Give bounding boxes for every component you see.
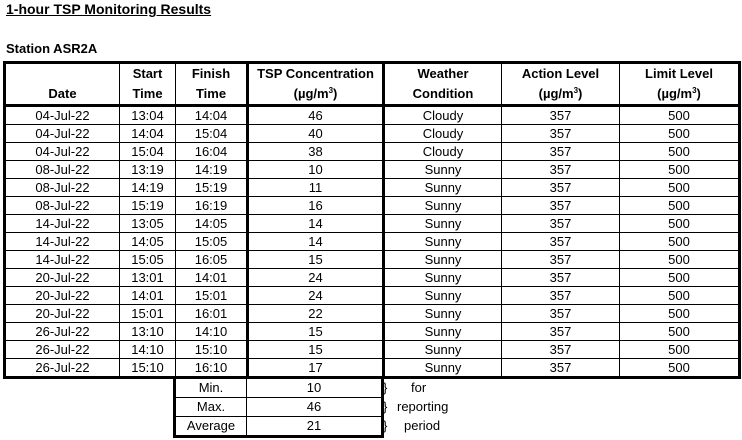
limit-level-cell: 500 [620, 305, 740, 323]
weather-cell: Sunny [384, 341, 502, 359]
col-header-date: Date [5, 63, 120, 106]
action-level-cell: 357 [502, 143, 620, 161]
station-label: Station ASR2A [6, 41, 98, 56]
finish-time-cell: 15:01 [176, 287, 248, 305]
summary-value: 21 [247, 417, 383, 437]
start-time-cell: 14:01 [120, 287, 176, 305]
col-header-limit-level: Limit Level $(\mu g/m^3)$ [620, 63, 740, 106]
weather-cell: Sunny [384, 359, 502, 378]
note-line: period [404, 418, 441, 433]
brace-icon: } [383, 418, 388, 433]
tsp-cell: 14 [248, 233, 384, 251]
summary-table [173, 378, 384, 438]
table-row [5, 359, 740, 378]
summary-label: Min. [175, 379, 247, 398]
date-cell: 08-Jul-22 [5, 179, 120, 197]
tsp-cell: 17 [248, 359, 384, 378]
weather-cell: Sunny [384, 323, 502, 341]
table-row [5, 233, 740, 251]
start-time-cell: 14:05 [120, 233, 176, 251]
limit-level-cell: 500 [620, 197, 740, 215]
tsp-cell: 15 [248, 341, 384, 359]
start-time-cell: 14:19 [120, 179, 176, 197]
col-header-weather: Weather Condition [384, 63, 502, 106]
start-time-cell: 14:10 [120, 341, 176, 359]
table-row [5, 323, 740, 341]
note-line: reporting [397, 399, 449, 414]
action-level-cell: 357 [502, 341, 620, 359]
date-cell: 04-Jul-22 [5, 125, 120, 143]
limit-level-cell: 500 [620, 233, 740, 251]
action-level-cell: 357 [502, 269, 620, 287]
start-time-cell: 13:04 [120, 106, 176, 125]
date-cell: 26-Jul-22 [5, 323, 120, 341]
tsp-cell: 24 [248, 287, 384, 305]
finish-time-cell: 14:05 [176, 215, 248, 233]
date-cell: 26-Jul-22 [5, 341, 120, 359]
finish-time-cell: 14:19 [176, 161, 248, 179]
start-time-cell: 15:19 [120, 197, 176, 215]
date-cell: 08-Jul-22 [5, 161, 120, 179]
finish-time-cell: 14:04 [176, 106, 248, 125]
tsp-cell: 15 [248, 323, 384, 341]
summary-row-max [175, 398, 383, 417]
finish-time-cell: 16:01 [176, 305, 248, 323]
table-row [5, 125, 740, 143]
table-row [5, 179, 740, 197]
weather-cell: Sunny [384, 251, 502, 269]
tsp-cell: 22 [248, 305, 384, 323]
table-row [5, 143, 740, 161]
weather-cell: Sunny [384, 269, 502, 287]
col-header-action-level: Action Level $(\mu g/m^3)$ [502, 63, 620, 106]
weather-cell: Sunny [384, 287, 502, 305]
finish-time-cell: 14:10 [176, 323, 248, 341]
finish-time-cell: 16:19 [176, 197, 248, 215]
brace-icon: } [383, 399, 388, 414]
limit-level-cell: 500 [620, 359, 740, 378]
finish-time-cell: 14:01 [176, 269, 248, 287]
table-row [5, 106, 740, 125]
start-time-cell: 13:19 [120, 161, 176, 179]
limit-level-cell: 500 [620, 251, 740, 269]
weather-cell: Sunny [384, 179, 502, 197]
summary-row-min [175, 379, 383, 398]
col-header-finish-time: Finish Time [176, 63, 248, 106]
date-cell: 20-Jul-22 [5, 269, 120, 287]
action-level-cell: 357 [502, 233, 620, 251]
summary-row-average [175, 417, 383, 437]
tsp-cell: 40 [248, 125, 384, 143]
start-time-cell: 13:05 [120, 215, 176, 233]
date-cell: 04-Jul-22 [5, 143, 120, 161]
action-level-cell: 357 [502, 106, 620, 125]
table-row [5, 197, 740, 215]
action-level-cell: 357 [502, 251, 620, 269]
date-cell: 14-Jul-22 [5, 215, 120, 233]
limit-level-cell: 500 [620, 269, 740, 287]
finish-time-cell: 15:19 [176, 179, 248, 197]
table-header-row [5, 63, 740, 106]
date-cell: 20-Jul-22 [5, 305, 120, 323]
finish-time-cell: 15:05 [176, 233, 248, 251]
limit-level-cell: 500 [620, 161, 740, 179]
finish-time-cell: 16:04 [176, 143, 248, 161]
weather-cell: Sunny [384, 197, 502, 215]
limit-level-cell: 500 [620, 143, 740, 161]
reporting-period-note [383, 378, 463, 435]
table-row [5, 287, 740, 305]
tsp-cell: 15 [248, 251, 384, 269]
start-time-cell: 14:04 [120, 125, 176, 143]
table-row [5, 215, 740, 233]
weather-cell: Sunny [384, 161, 502, 179]
limit-level-cell: 500 [620, 287, 740, 305]
tsp-cell: 14 [248, 215, 384, 233]
action-level-cell: 357 [502, 287, 620, 305]
action-level-cell: 357 [502, 323, 620, 341]
table-row [5, 341, 740, 359]
start-time-cell: 15:05 [120, 251, 176, 269]
action-level-cell: 357 [502, 305, 620, 323]
start-time-cell: 15:01 [120, 305, 176, 323]
date-cell: 20-Jul-22 [5, 287, 120, 305]
limit-level-cell: 500 [620, 341, 740, 359]
summary-value: 46 [247, 398, 383, 417]
summary-label: Average [175, 417, 247, 437]
action-level-cell: 357 [502, 179, 620, 197]
date-cell: 04-Jul-22 [5, 106, 120, 125]
date-cell: 08-Jul-22 [5, 197, 120, 215]
table-row [5, 251, 740, 269]
limit-level-cell: 500 [620, 125, 740, 143]
limit-level-cell: 500 [620, 179, 740, 197]
date-cell: 14-Jul-22 [5, 251, 120, 269]
date-cell: 14-Jul-22 [5, 233, 120, 251]
finish-time-cell: 16:10 [176, 359, 248, 378]
tsp-cell: 10 [248, 161, 384, 179]
weather-cell: Sunny [384, 233, 502, 251]
limit-level-cell: 500 [620, 323, 740, 341]
action-level-cell: 357 [502, 125, 620, 143]
finish-time-cell: 16:05 [176, 251, 248, 269]
action-level-cell: 357 [502, 215, 620, 233]
start-time-cell: 13:10 [120, 323, 176, 341]
tsp-cell: 16 [248, 197, 384, 215]
start-time-cell: 15:10 [120, 359, 176, 378]
table-row [5, 269, 740, 287]
col-header-tsp-concentration: TSP Concentration $(\mu g/m^3)$ [248, 63, 384, 106]
tsp-results-table [3, 61, 741, 379]
tsp-cell: 38 [248, 143, 384, 161]
tsp-cell: 11 [248, 179, 384, 197]
finish-time-cell: 15:04 [176, 125, 248, 143]
limit-level-cell: 500 [620, 106, 740, 125]
tsp-cell: 46 [248, 106, 384, 125]
finish-time-cell: 15:10 [176, 341, 248, 359]
note-line: for [411, 380, 427, 395]
weather-cell: Cloudy [384, 125, 502, 143]
report-title: 1-hour TSP Monitoring Results [6, 1, 212, 17]
weather-cell: Cloudy [384, 106, 502, 125]
table-row [5, 161, 740, 179]
col-header-start-time: Start Time [120, 63, 176, 106]
weather-cell: Cloudy [384, 143, 502, 161]
date-cell: 26-Jul-22 [5, 359, 120, 378]
action-level-cell: 357 [502, 161, 620, 179]
weather-cell: Sunny [384, 215, 502, 233]
action-level-cell: 357 [502, 197, 620, 215]
summary-label: Max. [175, 398, 247, 417]
weather-cell: Sunny [384, 305, 502, 323]
table-row [5, 305, 740, 323]
tsp-cell: 24 [248, 269, 384, 287]
start-time-cell: 13:01 [120, 269, 176, 287]
limit-level-cell: 500 [620, 215, 740, 233]
action-level-cell: 357 [502, 359, 620, 378]
summary-value: 10 [247, 379, 383, 398]
start-time-cell: 15:04 [120, 143, 176, 161]
brace-icon: } [383, 380, 388, 395]
